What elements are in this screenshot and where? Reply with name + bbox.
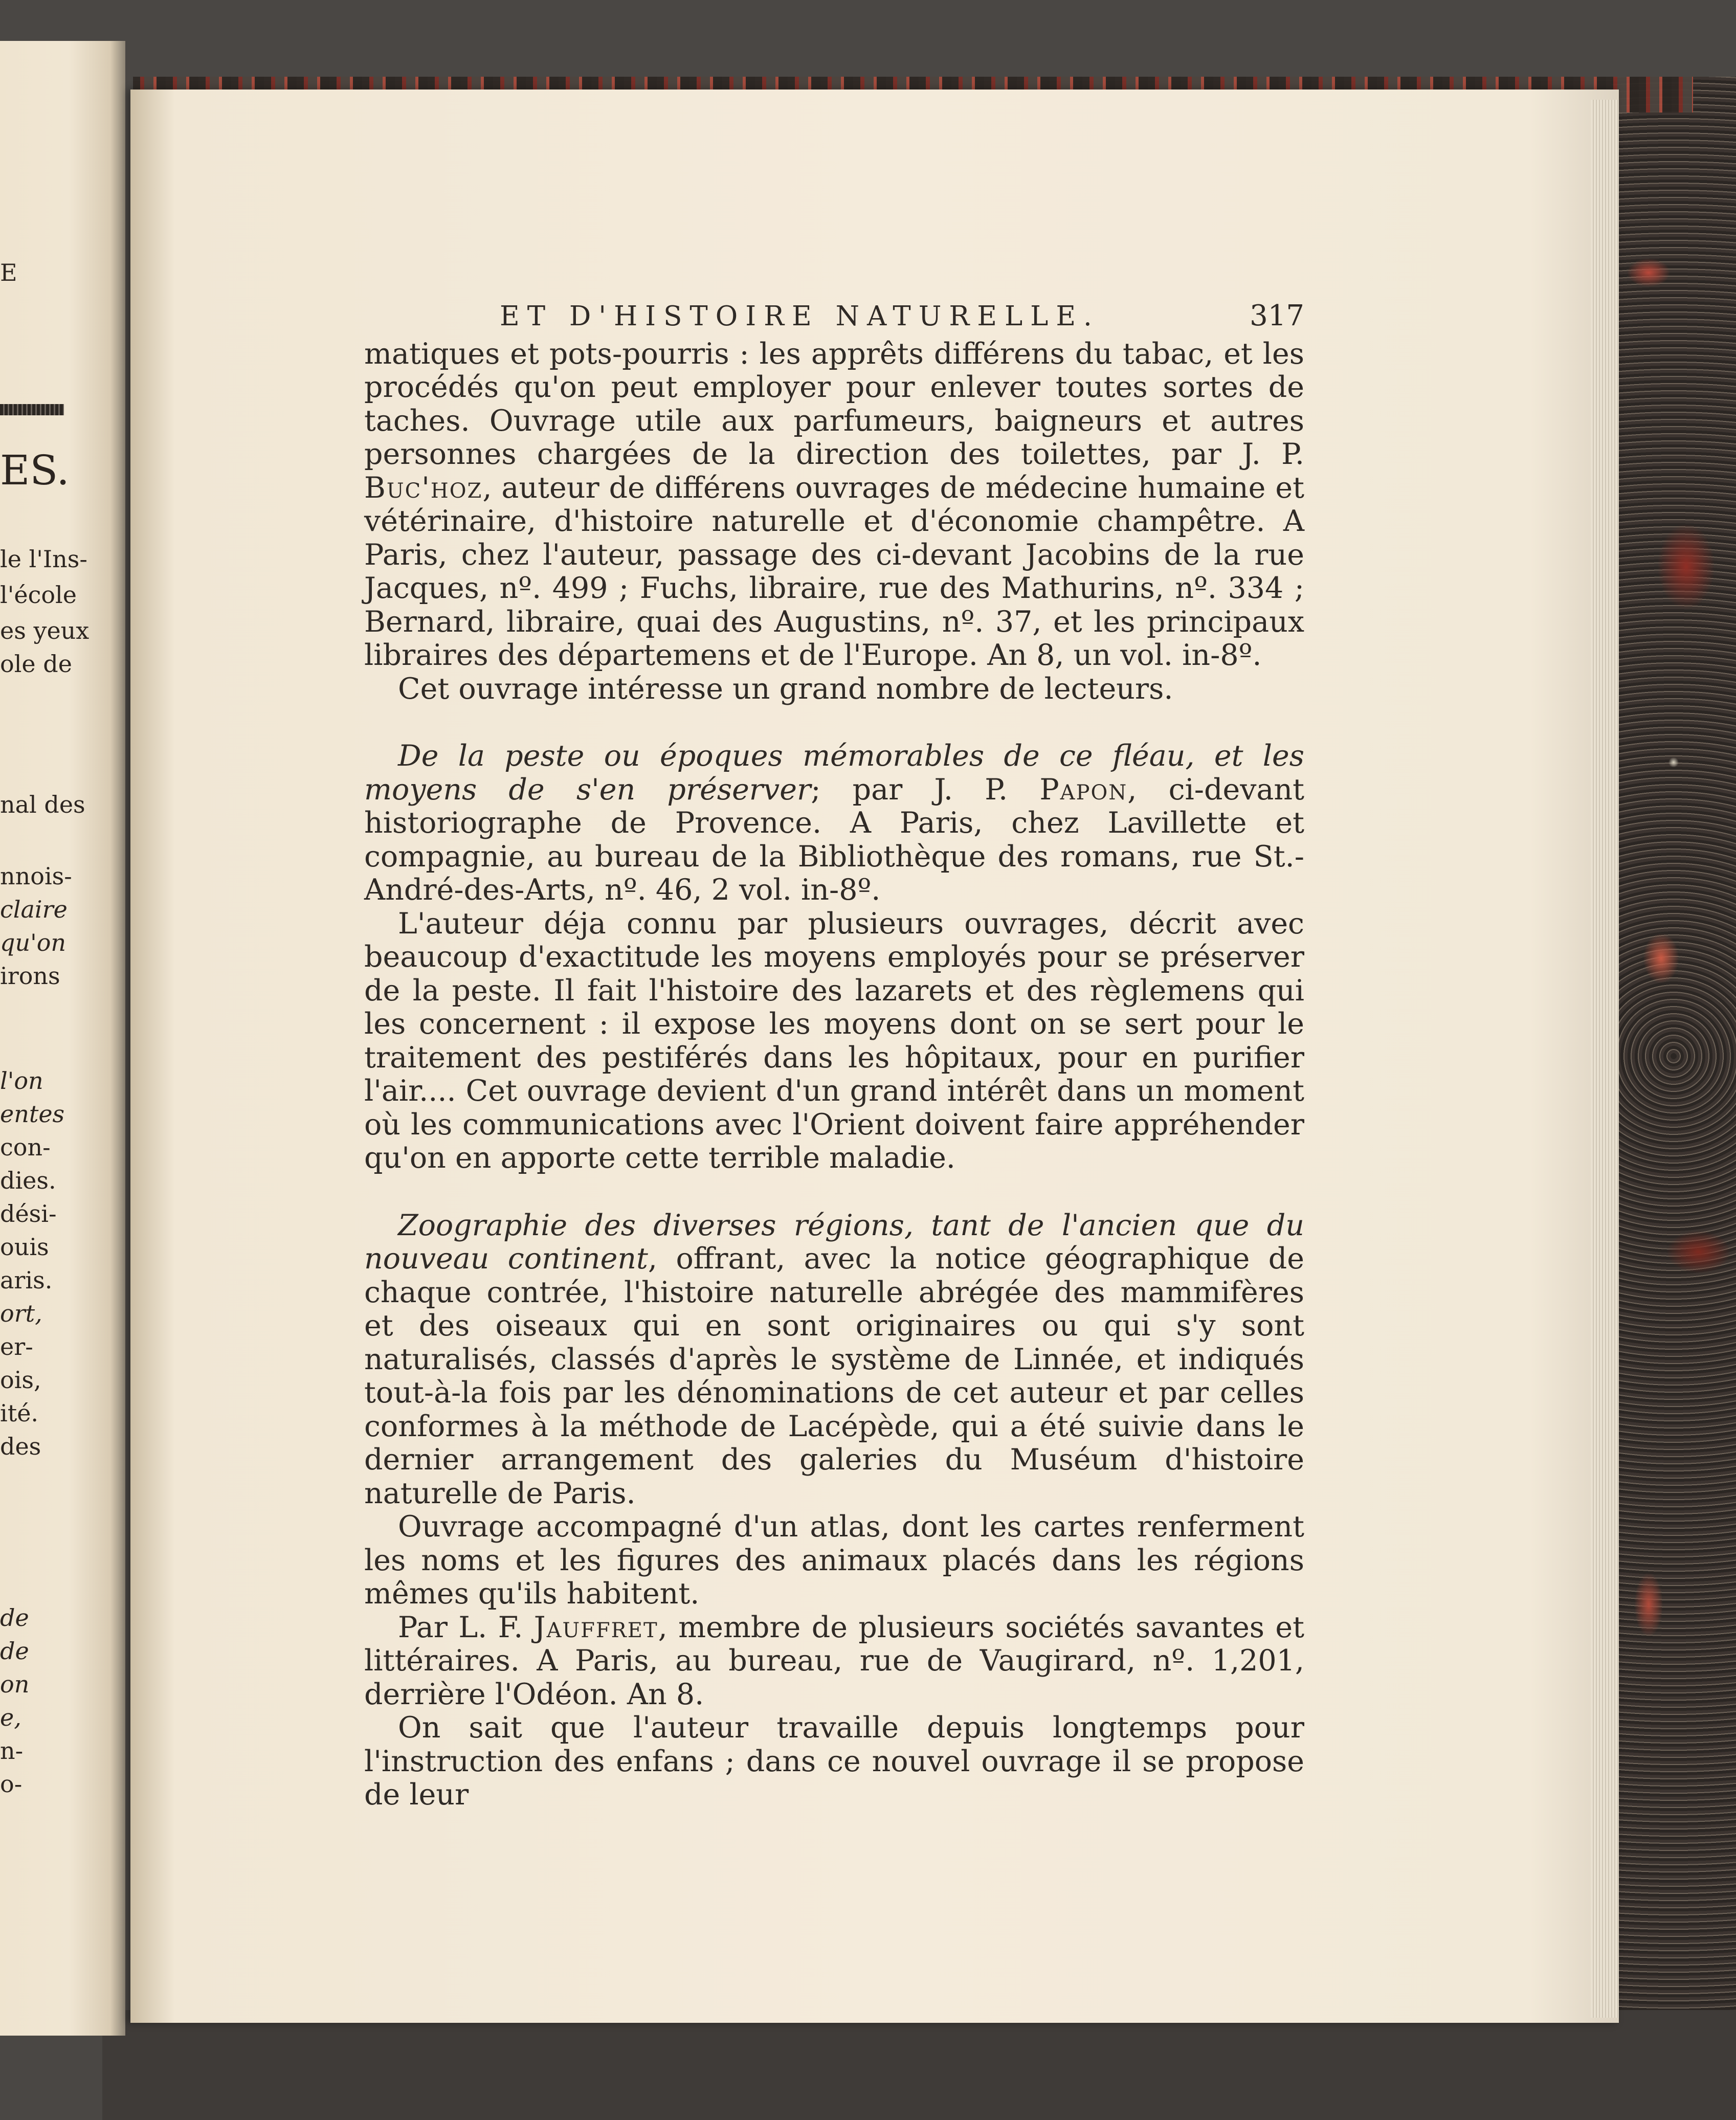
left-fragment: ES.: [0, 447, 70, 494]
entry3-author-line: [364, 1611, 1304, 1712]
running-head: [364, 299, 1304, 333]
entry3-comment: On sait que l'auteur travaille depuis longtemps pour l'instruction des enfans ; dans ce nouvel ouvrage il se propose de leur: [364, 1711, 1304, 1812]
facing-page-left: [0, 41, 125, 2036]
entry1-text: matiques et pots-pourris : les apprêts différens du tabac, et les procédés qu'on peut employer pour enlever toutes sortes de taches. Ouvrage utile aux parfumeurs, baigneurs et autres personnes chargées de la direction des toilettes, par J. P.: [364, 337, 1304, 471]
entry2-text-rest: , ci-devant historiographe de Provence. A Paris, chez Lavillette et compagnie, au bureau de la Bibliothèque des romans, rue St.-André-des-Arts, nº. 46, 2 vol. in-8º.: [364, 772, 1305, 907]
left-fragment: on: [0, 1670, 30, 1698]
left-fragment: qu'on: [0, 929, 66, 956]
left-fragment: E: [0, 259, 17, 286]
entry1-comment: Cet ouvrage intéresse un grand nombre de lecteurs.: [398, 672, 1173, 706]
board-bottom: [102, 2010, 1736, 2120]
left-fragment: l'on: [0, 1067, 43, 1095]
entry1-author: Buc'hoz: [364, 471, 483, 505]
page-text: [364, 299, 1304, 1812]
left-fragment: dies.: [0, 1167, 56, 1194]
entry3-description: [364, 1209, 1304, 1511]
page-number: 317: [1250, 299, 1304, 332]
left-fragment: aris.: [0, 1266, 53, 1294]
page-edge: [1591, 100, 1619, 2018]
entry3-text-rest: , offrant, avec la notice géographique de chaque contrée, l'histoire naturelle abrégée des mammifères et des oiseaux qui en sont originaires ou qui s'y sont naturalisés, classés d'après le système de Linnée, et indiqués tout-à-la fois par les dénominations de cet auteur et par celles conformes à la méthode de Lacépède, qui a été suivie dans le dernier arrangement des galeries du Muséum d'histoire naturelle de Paris.: [364, 1242, 1304, 1510]
left-fragment: nal des: [0, 791, 85, 818]
left-fragment: ois,: [0, 1366, 41, 1394]
left-fragment: n-: [0, 1737, 24, 1765]
entry2-title: De la peste ou époques mémorables de ce fléau, et les moyens de s'en préserver: [364, 739, 1304, 807]
left-fragment: de: [0, 1604, 29, 1632]
left-fragment: ole de: [0, 650, 72, 678]
entry2-author: Papon: [1039, 772, 1128, 807]
entry3-atlas: Ouvrage accompagné d'un atlas, dont les cartes renferment les noms et les figures des animaux placés dans les régions mêmes qu'ils habitent.: [364, 1510, 1304, 1611]
left-fragment: le l'Ins-: [0, 545, 87, 573]
left-fragment: ité.: [0, 1399, 39, 1427]
entry2-by: ; par J. P.: [811, 772, 1008, 807]
left-rule: [0, 404, 64, 415]
left-fragment: ort,: [0, 1300, 42, 1327]
left-fragment: dési-: [0, 1200, 57, 1228]
left-fragment: l'école: [0, 581, 77, 609]
left-fragment: claire: [0, 896, 68, 923]
running-head-title: ET D'HISTOIRE NATURELLE.: [500, 301, 1100, 332]
entry3-by: Par L. F.: [398, 1610, 523, 1644]
entry3-title: Zoographie des diverses régions, tant de l'ancien que du nouveau continent: [364, 1208, 1304, 1276]
marbled-board-right: [1611, 77, 1736, 2036]
left-fragment: ouis: [0, 1233, 49, 1261]
left-fragment: o-: [0, 1770, 23, 1798]
entry2-comment: L'auteur déja connu par plusieurs ouvrages, décrit avec beaucoup d'exactitude les moyens employés pour se préserver de la peste. Il fait l'histoire des lazarets et des règlemens qui les concernent : il expose les moyens dont on se sert pour le traitement des pestiférés dans les hôpitaux, pour en purifier l'air.... Cet ouvrage devient d'un grand intérêt dans un moment où les communications avec l'Orient doivent faire appréhender qu'on en apporte cette terrible maladie.: [364, 906, 1304, 1175]
entry2-description: [364, 740, 1304, 907]
left-fragment: nnois-: [0, 862, 72, 890]
left-fragment: de: [0, 1637, 29, 1665]
left-fragment: e,: [0, 1704, 21, 1731]
entry1-text-rest: , auteur de différens ouvrages de médecine humaine et vétérinaire, d'histoire naturelle et d'économie champêtre. A Paris, chez l'auteur, passage des ci-devant Jacobins de la rue Jacques, nº. 499 ; Fuchs, libraire, rue des Mathurins, nº. 334 ; Bernard, libraire, quai des Augustins, nº. 37, et les principaux libraires des départemens et de l'Europe. An 8, un vol. in-8º.: [364, 471, 1304, 672]
left-fragment: irons: [0, 962, 60, 990]
entry3-author: Jauffret: [533, 1610, 658, 1644]
entry3-publisher: , membre de plusieurs sociétés savantes et littéraires. A Paris, au bureau, rue de Vaugirard, nº. 1,201, derrière l'Odéon. An 8.: [364, 1610, 1304, 1711]
left-fragment: er-: [0, 1333, 33, 1360]
left-fragment: entes: [0, 1100, 65, 1128]
entry1-description: [364, 338, 1304, 673]
left-fragment: des: [0, 1433, 41, 1460]
left-fragment: con-: [0, 1133, 51, 1161]
left-fragment: es yeux: [0, 617, 90, 644]
